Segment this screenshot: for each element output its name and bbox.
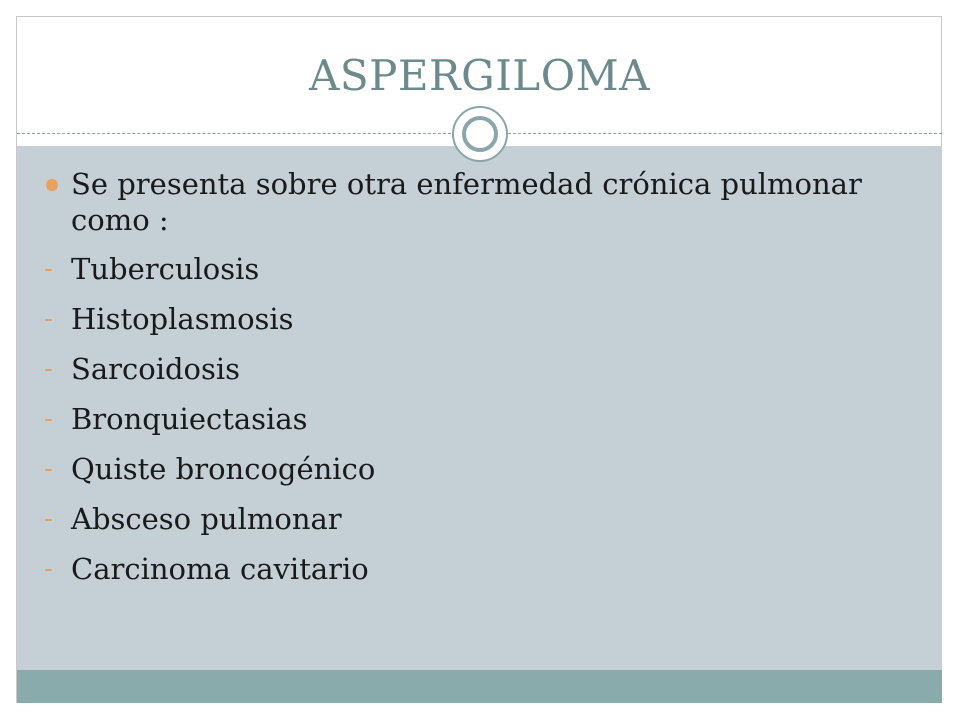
dash-icon: - xyxy=(44,454,53,484)
list-item-carcinoma-cavitario xyxy=(44,551,904,587)
dash-icon: - xyxy=(44,254,53,284)
list-item-text: Histoplasmosis xyxy=(71,302,294,336)
dash-icon: - xyxy=(44,304,53,334)
slide-title: ASPERGILOMA xyxy=(309,51,650,100)
list-item-text: Bronquiectasias xyxy=(71,402,308,436)
list-item-bronquiectasias xyxy=(44,401,904,437)
list-item-text: Absceso pulmonar xyxy=(71,502,342,536)
bullet-dot-icon xyxy=(46,179,58,191)
list-item-text: Sarcoidosis xyxy=(71,352,241,386)
list-item-text: Carcinoma cavitario xyxy=(71,552,369,586)
dash-icon: - xyxy=(44,504,53,534)
list-item-tuberculosis xyxy=(44,251,904,287)
list-item-absceso-pulmonar xyxy=(44,501,904,537)
dash-icon: - xyxy=(44,354,53,384)
list-item-sarcoidosis xyxy=(44,351,904,387)
footer-band xyxy=(17,670,942,703)
slide-body xyxy=(44,166,904,601)
dash-icon: - xyxy=(44,404,53,434)
intro-bullet-text: Se presenta sobre otra enfermedad crónica pulmonar como : xyxy=(71,167,862,237)
list-item-text: Quiste broncogénico xyxy=(71,452,376,486)
ring-ornament-inner-icon xyxy=(462,116,498,152)
dash-icon: - xyxy=(44,554,53,584)
list-item-text: Tuberculosis xyxy=(71,252,260,286)
list-item-histoplasmosis xyxy=(44,301,904,337)
list-item-quiste-broncogenico xyxy=(44,451,904,487)
intro-bullet xyxy=(44,166,904,238)
